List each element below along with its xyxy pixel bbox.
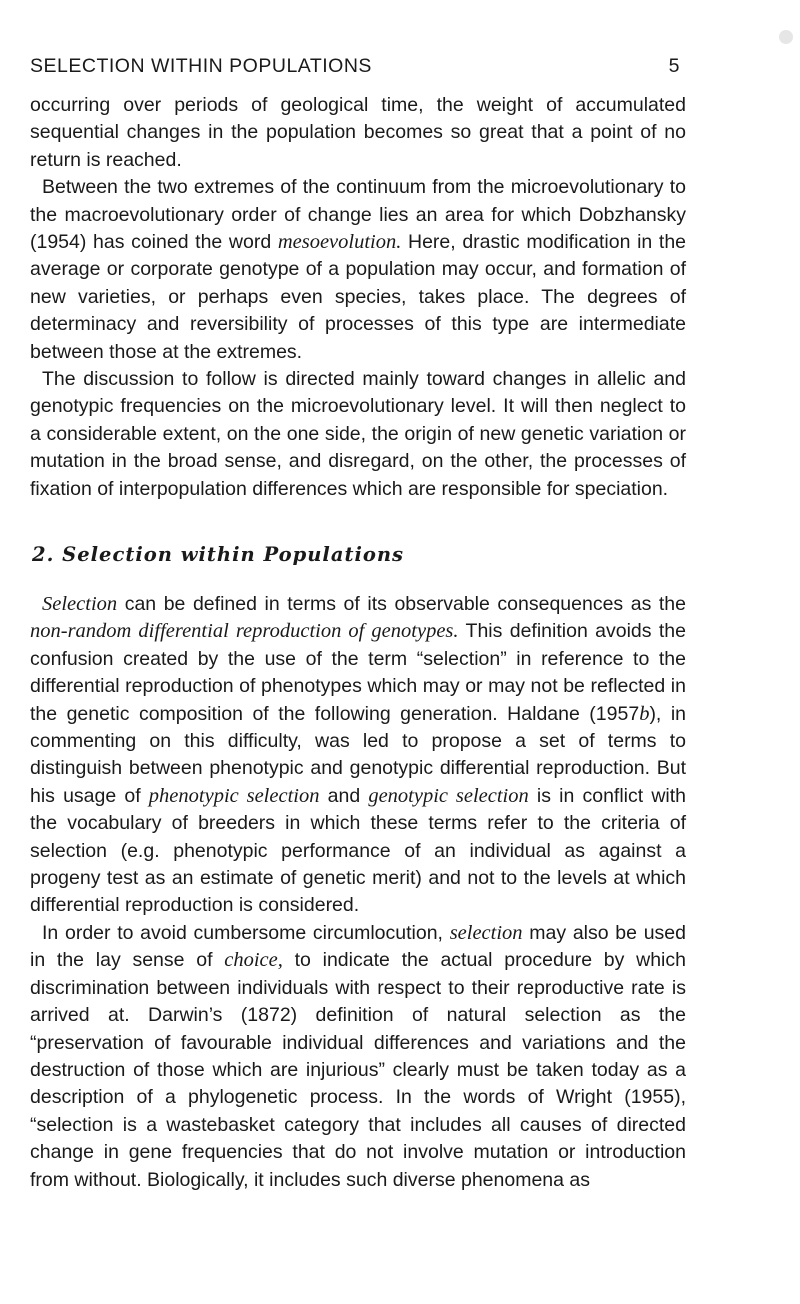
paragraph: Between the two extremes of the continuum from the microevolutionary to the macroevolutionary order of change lies an area for which Dobzhansky (1954) has coined the word mesoevolution. Here, drastic modification in the average or corporate genotype of a population may occur, and formation of new varieties, or perhaps even species, takes place. The degrees of determinacy and reversibility of processes of this type are intermediate between those at the extremes. — [30, 176, 687, 363]
page-corner-mark — [779, 30, 793, 44]
running-head — [30, 55, 680, 78]
running-head-title: SELECTION WITHIN POPULATIONS — [30, 55, 372, 77]
paragraph: The discussion to follow is directed mainly toward changes in allelic and genotypic frequencies on the microevolutionary level. It will then neglect to a considerable extent, on the one side, the origin of new genetic variation or mutation in the broad sense, and disregard, on the other, the processes of fixation of interpopulation differences which are responsible for speciation. — [30, 368, 686, 500]
paragraph: In order to avoid cumbersome circumlocution, selection may also be used in the lay sense of choice, to indicate the actual procedure by which discrimination between individuals with respect to their reproductive rate is arrived at. Darwin’s (1872) definition of natural selection as the “preservation of favourable individual differences and variations and the destruction of those which are injurious” clearly must be taken today as a description of a phylogenetic process. In the words of Wright (1955), “selection is a wastebasket category that includes all causes of directed change in gene frequencies that do not involve mutation or introduction from without. Biologically, it includes such diverse phenomena as — [30, 921, 686, 1191]
term-mesoevolution: mesoevolution. — [277, 231, 402, 254]
paragraph: occurring over periods of geological time, the weight of accumulated sequential changes in the population becomes so great that a point of no return is reached. — [30, 94, 686, 171]
text-block-intro — [30, 92, 686, 503]
section-heading: 2. Selection within Populations — [32, 543, 405, 566]
text-block-selection — [30, 591, 686, 1194]
page-number: 5 — [668, 55, 680, 77]
paragraph: Selection can be defined in terms of its observable consequences as the non-random differential reproduction of genotypes. This definition avoids the confusion created by the use of the term “selection” in reference to the differential reproduction of phenotypes which may or may not be reflected in the genetic composition of the following generation. Haldane (1957b), in commenting on this difficulty, was led to propose a set of terms to distinguish between phenotypic and genotypic differential reproduction. But his usage of phenotypic selection and genotypic selection is in conflict with the vocabulary of breeders in which these terms refer to the criteria of selection (e.g. phenotypic performance of an individual as against a progeny test as an estimate of genetic merit) and not to the levels at which differential reproduction is considered. — [30, 593, 687, 917]
